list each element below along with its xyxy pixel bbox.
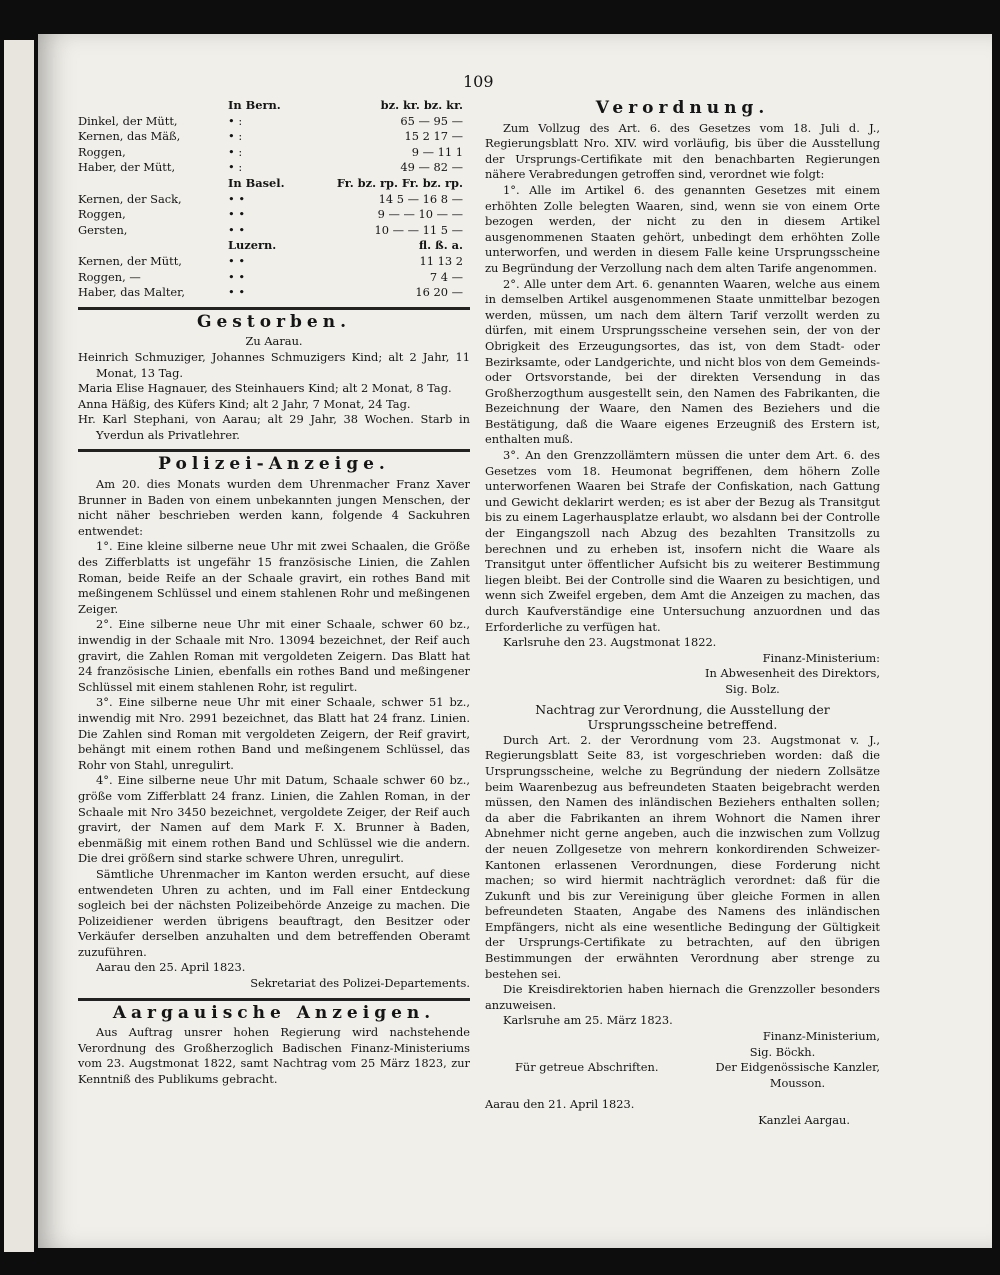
nachtrag-text: Durch Art. 2. der Verordnung vom 23. Augstmonat v. J., Regierungsblatt Seite 83, ist vorgeschrieben worden: daß die Ursprungsscheine, welche zu Begründung der niedern Zollsätze beim Waarenbezug aus befreundeten Staaten beigebracht werden müssen, den Namen des inländischen Beziehers enthalten sollen; da aber die Fabrikanten an ihrem Wohnort die Namen ihrer Abnehmer nicht gerne angeben, auch die inzwischen zum Vollzug der neuen Zollgesetze von mehrern konkordirenden Schweizer-Kantonen erlassenen Verordnungen, diese Forderung nicht machen; so wird hiermit nachträglich verordnet: daß für die Zukunft und bis zur Vereinigung über gleiche Formen in allen befreundeten Staaten, Angabe des Namens des inländischen Empfängers, nicht als eine wesentliche Bedingung der Gültigkeit der Ursprungs-Certifikate zu betrachten, auf den übrigen Bestimmungen der erwähnten Verordnung aber strenge zu bestehen sei. <box>485 732 880 981</box>
polizei-paragraph: 2°. Eine silberne neue Uhr mit einer Schaale, schwer 60 bz., inwendig in der Schaale mit Nro. 13094 bezeichnet, der Reif auch gravirt, die Zahlen Roman mit vergoldeten Zeigern. Das Blatt hat 24 französische Linien, ebenfalls ein rothes Band und meßingener Schlüssel mit einem stahlenen Rohr, ist regulirt. <box>78 617 470 694</box>
verordnung-signature: Sig. Bolz. <box>725 681 780 696</box>
gestorben-place: Zu Aarau. <box>245 334 303 349</box>
kanzler-label: Der Eidgenössische Kanzler, <box>715 1060 880 1075</box>
price-row: Haber, der Mütt, • : 49 — 82 — <box>78 160 463 175</box>
verordnung-point: 3°. An den Grenzzollämtern müssen die unter dem Art. 6. des Gesetzes vom 18. Heumonat begriffenen, dem höhern Zolle unterworfenen Waaren bei Strafe der Confiskation, nach Gattung und Gewicht deklarirt werden; es ist aber der Bezug als Transitgut bis zu einem Lagerhausplatze erlaubt, wo alsdann bei der Controlle der Eingangszoll nach Abzug des bezahlten Transitzolls zu berechnen und zu erheben ist, insofern nicht die Waare als Transitgut unter öffentlicher Aufsicht bis zu weiterer Bestimmung liegen bleibt. Bei der Controlle sind die Waaren zu besichtigen, und wenn sich Zweifel ergeben, dem Amt die Anzeigen zu machen, das durch Kaufverständige eine Untersuchung anzuordnen und das Erforderliche zu verfügen hat. <box>485 448 880 634</box>
price-table <box>78 98 470 301</box>
kanzlei-signature: Kanzlei Aargau. <box>758 1113 850 1127</box>
price-row: Kernen, das Mäß, • : 15 2 17 — <box>78 129 463 144</box>
nachtrag-ministry: Finanz-Ministerium, <box>762 1029 880 1044</box>
kanzler-name: Mousson. <box>769 1075 826 1090</box>
price-header-luzern <box>78 238 470 254</box>
death-entry: Anna Häßig, des Küfers Kind; alt 2 Jahr, 7 Monat, 24 Tag. <box>78 396 411 411</box>
nachtrag-text-2: Die Kreisdirektorien haben hiernach die Grenzzoller besonders anzuweisen. <box>485 982 880 1012</box>
right-column <box>485 97 880 1129</box>
polizei-paragraph: Sämtliche Uhrenmacher im Kanton werden ersucht, auf diese entwendeten Uhren zu achten, und im Fall einer Entdeckung sogleich bei der nächsten Polizeibehörde Anzeige zu machen. Die Polizeidiener werden übrigens beauftragt, den Besitzer oder Verkäufer derselben anzuhalten und dem betreffenden Oberamt zuzuführen. <box>78 866 470 959</box>
nachtrag-signature: Sig. Böckh. <box>749 1044 816 1059</box>
section-divider <box>78 307 470 310</box>
price-heading-basel: In Basel. <box>228 175 285 190</box>
price-units-bern: bz. kr. bz. kr. <box>380 98 463 112</box>
nachtrag-title: Nachtrag zur Verordnung, die Ausstellung der Ursprungsscheine betreffend. <box>535 701 830 733</box>
price-heading-luzern: Luzern. <box>228 238 277 253</box>
aargauische-text: Aus Auftrag unsrer hohen Regierung wird nachstehende Verordnung des Großherzoglich Badischen Finanz-Ministeriums vom 23. Augstmonat 1822, samt Nachtrag vom 25 März 1823, zur Kenntniß des Publikums gebracht. <box>78 1025 470 1087</box>
verordnung-point: 1°. Alle im Artikel 6. des genannten Gesetzes mit einem erhöhten Zolle belegten Waaren, sind, wenn sie von einem Orte bezogen werden, der nicht zu den in diesem Artikel ausgenommenen Staaten gehört, unbedingt dem erhöhten Zolle unterworfen, und werden in diesem Falle keine Ursprungsscheine zu Begründung der Verzollung nach dem alten Tarife angenommen. <box>485 182 880 275</box>
price-row: Dinkel, der Mütt, • : 65 — 95 — <box>78 113 463 128</box>
left-column <box>78 98 470 1088</box>
verordnung-point: 2°. Alle unter dem Art. 6. genannten Waaren, welche aus einem in demselben Artikel ausgenommenen Staate unmittelbar bezogen werden, müssen, um nach dem ältern Tarif verzollt werden zu dürfen, mit einem Ursprungsscheine versehen sein, der von der Obrigkeit des Erzeugungsortes, das ist, von dem Stadt- oder Bezirksamte, oder Landgerichte, und nicht blos von dem Gemeinds- oder Ortsvorstande, bei der direkten Versendung in das Großherzogthum ausgestellt sein, den Namen des Fabrikanten, die Bezeichnung der Waare, den Namen des Beziehers und die Bestätigung, daß die Waare eigenes Erzeugniß des Erstern ist, enthalten muß. <box>485 276 880 447</box>
price-row: Roggen, — • • 7 4 — <box>78 269 463 284</box>
price-header-bern <box>78 98 470 114</box>
price-heading-bern: In Bern. <box>228 98 281 112</box>
death-entry: Hr. Karl Stephani, von Aarau; alt 29 Jahr, 38 Wochen. Starb in Yverdun als Privatlehrer. <box>78 412 470 442</box>
price-header-basel <box>78 176 470 192</box>
polizei-paragraph: Am 20. dies Monats wurden dem Uhrenmacher Franz Xaver Brunner in Baden von einem unbekannten jungen Menschen, der nicht näher beschrieben werden kann, folgende 4 Sackuhren entwendet: <box>78 477 470 538</box>
price-rows-luzern <box>78 254 470 301</box>
polizei-signature: Sekretariat des Polizei-Departements. <box>250 976 470 991</box>
section-title-aargauische: Aargauische Anzeigen. <box>112 1002 436 1023</box>
aarau-date: Aarau den 21. April 1823. <box>485 1097 635 1112</box>
polizei-paragraph: 3°. Eine silberne neue Uhr mit einer Schaale, schwer 51 bz., inwendig mit Nro. 2991 bezeichnet, das Blatt hat 24 franz. Linien. Die Zahlen sind Roman mit vergoldeten Zeigern, der Reif gravirt, behängt mit einem rothen Band und meßingenem Schlüssel, das Rohr von Stahl, unregulirt. <box>78 695 470 772</box>
section-title-polizei: Polizei-Anzeige. <box>158 454 390 475</box>
verordnung-date: Karlsruhe den 23. Augstmonat 1822. <box>503 635 717 650</box>
polizei-date: Aarau den 25. April 1823. <box>96 960 246 975</box>
section-divider <box>78 998 470 1001</box>
page-number: 109 <box>463 72 494 91</box>
price-row: Kernen, der Sack, • • 14 5 — 16 8 — <box>78 191 463 206</box>
section-title-gestorben: Gestorben. <box>196 311 352 332</box>
price-units-luzern: fl. ß. a. <box>418 238 463 253</box>
verordnung-absence: In Abwesenheit des Direktors, <box>704 666 880 681</box>
price-row: Kernen, der Mütt, • • 11 13 2 <box>78 253 463 268</box>
price-units-basel: Fr. bz. rp. Fr. bz. rp. <box>336 175 463 190</box>
price-row: Gersten, • • 10 — — 11 5 — <box>78 222 463 237</box>
price-row: Roggen, • • 9 — — 10 — — <box>78 207 463 222</box>
polizei-paragraph: 1°. Eine kleine silberne neue Uhr mit zwei Schaalen, die Größe des Zifferblatts ist ungefähr 15 französische Linien, die Zahlen Roman, beide Reife an der Schaale gravirt, ein rothes Band mit meßingenem Schlüssel und einem stahlenen Rohr und meßingenen Zeiger. <box>78 539 470 616</box>
previous-page-edge <box>4 40 34 1252</box>
death-entry: Heinrich Schmuziger, Johannes Schmuzigers Kind; alt 2 Jahr, 11 Monat, 13 Tag. <box>78 349 470 380</box>
aarau-row <box>485 1097 880 1113</box>
price-row: Roggen, • : 9 — 11 1 <box>78 144 463 159</box>
death-entry: Maria Elise Hagnauer, des Steinhauers Kind; alt 2 Monat, 8 Tag. <box>78 381 452 396</box>
nachtrag-date: Karlsruhe am 25. März 1823. <box>503 1013 673 1028</box>
verordnung-ministry: Finanz-Ministerium: <box>762 650 880 665</box>
verordnung-intro: Zum Vollzug des Art. 6. des Gesetzes vom 18. Juli d. J., Regierungsblatt Nro. XIV. wird vorläufig, bis über die Ausstellung der Ursprungs-Certifikate mit den benachbarten Regierungen nähere Verabredungen getroffen sind, verordnet wie folgt: <box>485 120 880 182</box>
abschriften-label: Für getreue Abschriften. <box>515 1060 659 1075</box>
price-rows-basel <box>78 192 470 239</box>
price-rows-bern <box>78 114 470 176</box>
section-title-verordnung: Verordnung. <box>595 98 770 118</box>
polizei-paragraph: 4°. Eine silberne neue Uhr mit Datum, Schaale schwer 60 bz., größe vom Zifferblatt 24 franz. Linien, die Zahlen Roman, in der Schaale mit Nro 3450 bezeichnet, vergoldete Zeiger, der Reif auch gravirt, der Namen auf dem Mark F. X. Brunner à Baden, ebenmäßig mit einem rothen Band und Schlüssel wie die andern. Die drei größern sind starke schwere Uhren, unregulirt. <box>78 773 470 866</box>
abschriften-row <box>485 1060 880 1076</box>
price-row: Haber, das Malter, • • 16 20 — <box>78 285 463 300</box>
section-divider <box>78 449 470 452</box>
